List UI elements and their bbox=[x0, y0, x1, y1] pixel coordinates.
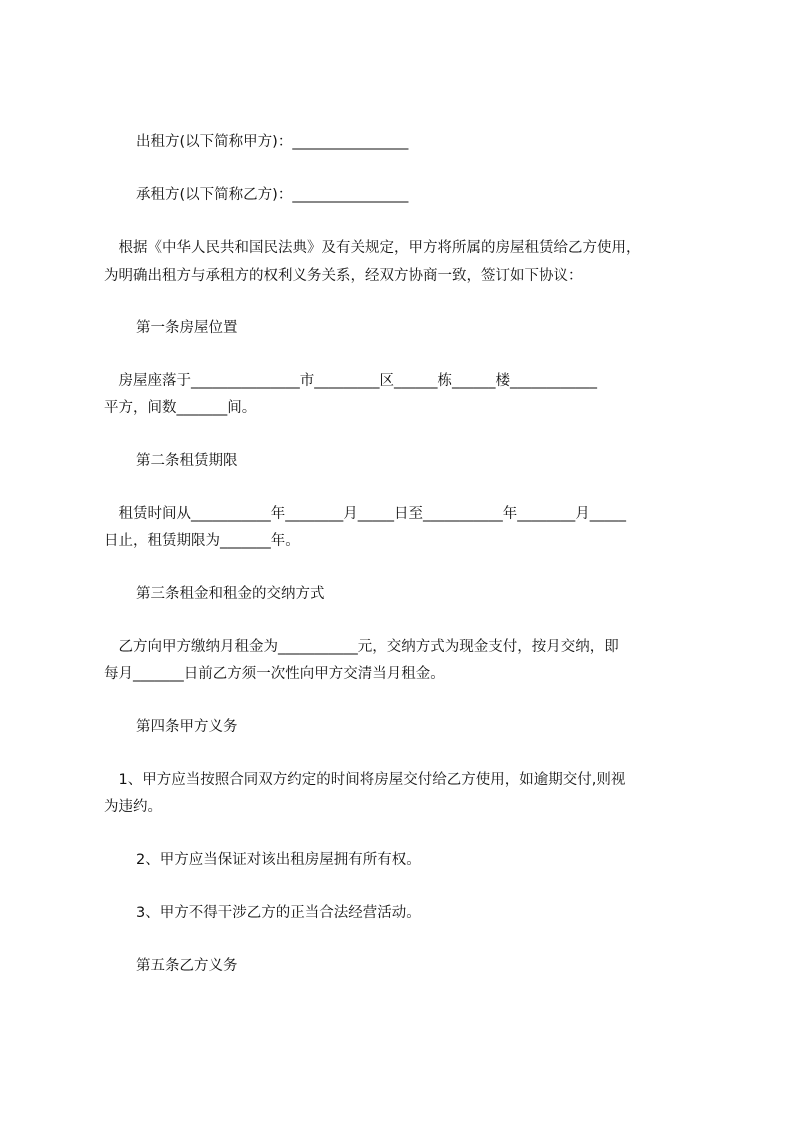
article-5-title: 第五条乙方义务 bbox=[136, 958, 238, 974]
article-4-item-2: 2、甲方应当保证对该出租房屋拥有所有权。 bbox=[136, 852, 421, 868]
article-4-item-1-line-2: 为违约。 bbox=[104, 799, 162, 815]
article-1-line-2: 平方，间数_______间。 bbox=[104, 400, 257, 416]
article-4-item-1-line-1: 1、甲方应当按照合同双方约定的时间将房屋交付给乙方使用，如逾期交付,则视 bbox=[104, 772, 626, 788]
article-3-line-1: 乙方向甲方缴纳月租金为___________元，交纳方式为现金支付，按月交纳，即 bbox=[104, 639, 619, 655]
article-1-line-1: 房屋座落于_______________市_________区______栋______楼____________ bbox=[104, 373, 597, 389]
party-b-line: 承租方(以下简称乙方)：________________ bbox=[136, 187, 409, 203]
article-3-line-2: 每月_______日前乙方须一次性向甲方交清当月租金。 bbox=[104, 666, 445, 682]
party-a-line: 出租方(以下简称甲方)：________________ bbox=[136, 134, 409, 150]
article-2-line-2: 日止，租赁期限为_______年。 bbox=[104, 533, 300, 549]
article-4-item-3: 3、甲方不得干涉乙方的正当合法经营活动。 bbox=[136, 905, 421, 921]
article-3-title: 第三条租金和租金的交纳方式 bbox=[136, 586, 325, 602]
article-2-title: 第二条租赁期限 bbox=[136, 453, 238, 469]
article-4-title: 第四条甲方义务 bbox=[136, 719, 238, 735]
article-2-line-1: 租赁时间从___________年________月_____日至___________年________月_____ bbox=[104, 506, 626, 522]
intro-line-1: 根据《中华人民共和国民法典》及有关规定，甲方将所属的房屋租赁给乙方使用， bbox=[104, 240, 641, 256]
article-1-title: 第一条房屋位置 bbox=[136, 320, 238, 336]
intro-line-2: 为明确出租方与承租方的权利义务关系，经双方协商一致，签订如下协议： bbox=[104, 268, 583, 284]
